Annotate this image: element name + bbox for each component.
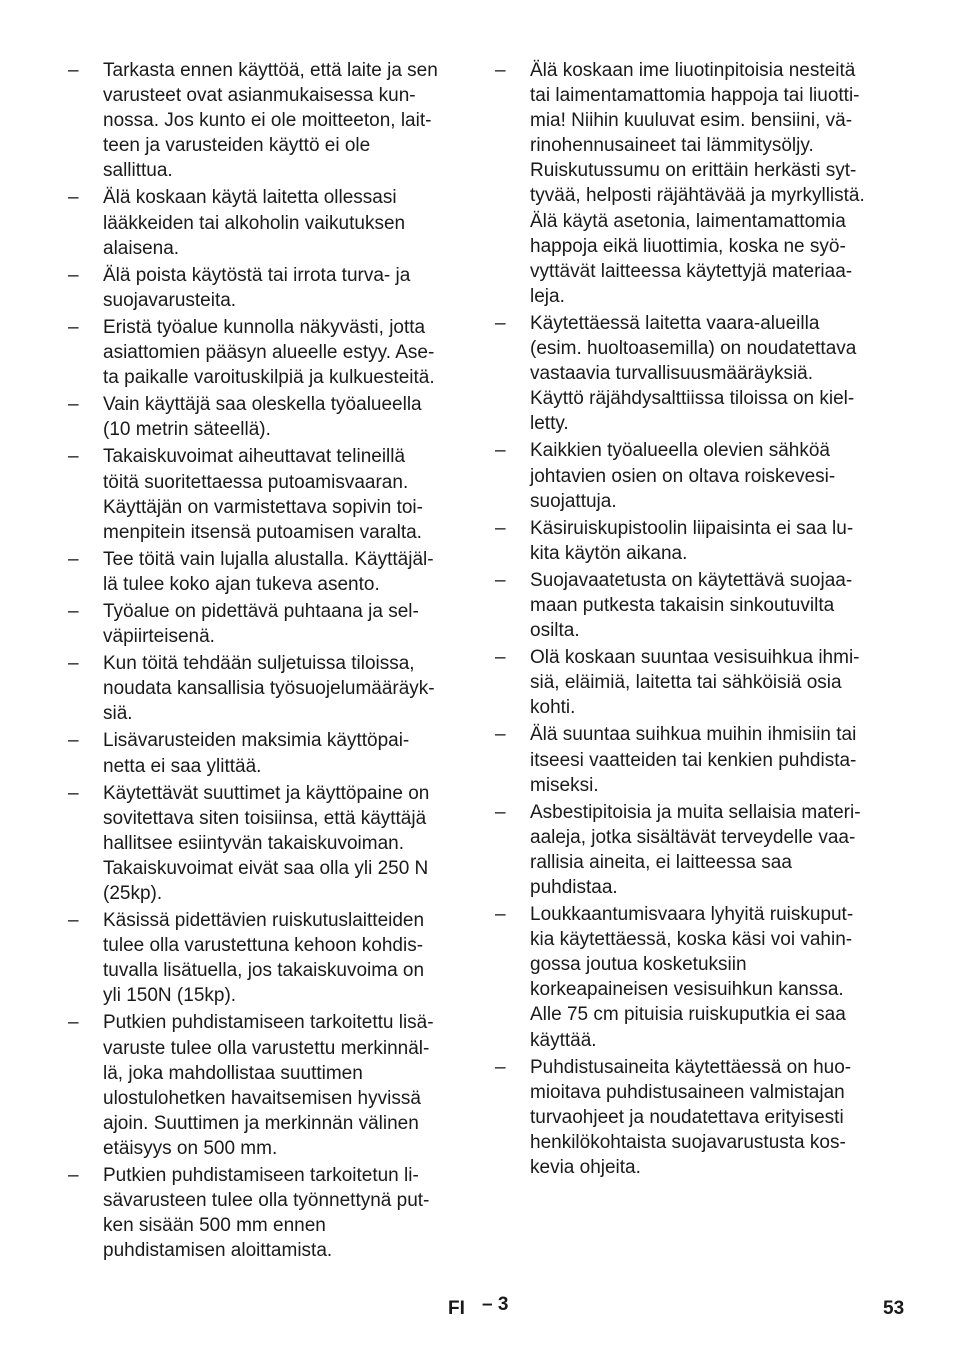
- text-line: gossa joutua kosketuksiin: [530, 954, 747, 976]
- text-line: etäisyys on 500 mm.: [103, 1137, 278, 1159]
- list-item-text: [530, 902, 895, 1053]
- text-line: Käsiruiskupistoolin liipaisinta ei saa lu-: [530, 517, 854, 539]
- list-item-text: [530, 800, 895, 900]
- text-line: siä.: [103, 703, 133, 725]
- text-line: Kun töitä tehdään suljetuissa tiloissa,: [103, 653, 415, 675]
- text-line: leja.: [530, 285, 565, 307]
- list-item: [495, 800, 895, 900]
- text-line: miseksi.: [530, 774, 599, 796]
- list-item-text: [103, 58, 468, 183]
- text-line: Putkien puhdistamiseen tarkoitettu lisä-: [103, 1012, 434, 1034]
- text-line: lä tulee koko ajan tukeva asento.: [103, 573, 380, 595]
- text-line: puhdistamisen aloittamista.: [103, 1240, 333, 1262]
- list-item: [495, 438, 895, 513]
- text-line: itseesi vaatteiden tai kenkien puhdista-: [530, 749, 857, 771]
- text-line: yli 150N (15kp).: [103, 985, 237, 1007]
- list-item: [495, 516, 895, 566]
- list-item-text: [103, 392, 468, 442]
- bullet-dash: –: [495, 724, 506, 746]
- list-item-text: [103, 1010, 468, 1161]
- text-line: rinohennusaineet tai lämmitysöljy.: [530, 135, 814, 157]
- list-item: [68, 599, 468, 649]
- list-item-text: [103, 599, 468, 649]
- list-item-text: [530, 58, 895, 309]
- bullet-dash: –: [68, 600, 79, 622]
- text-line: ajoin. Suuttimen ja merkinnän välinen: [103, 1112, 419, 1134]
- text-line: puhdistaa.: [530, 877, 618, 898]
- bullet-dash: –: [68, 264, 79, 286]
- text-line: varuste tulee olla varustettu merkinnäl-: [103, 1037, 430, 1059]
- bullet-dash: –: [68, 1165, 79, 1187]
- text-line: (esim. huoltoasemilla) on noudatettava: [530, 338, 857, 360]
- text-line: Työalue on pidettävä puhtaana ja sel-: [103, 600, 419, 622]
- text-line: korkeapaineisen vesisuihkun kanssa.: [530, 979, 844, 1001]
- text-line: väpiirteisenä.: [103, 626, 215, 648]
- list-item: [495, 722, 895, 797]
- text-line: ta paikalle varoituskilpiä ja kulkuesteitä.: [103, 367, 435, 389]
- text-line: osilta.: [530, 620, 580, 642]
- list-item: [68, 263, 468, 313]
- text-line: Vain käyttäjä saa oleskella työalueella: [103, 394, 422, 416]
- text-line: varusteet ovat asianmukaisessa kun-: [103, 85, 416, 107]
- text-line: Käyttäjän on varmistettava sopivin toi-: [103, 496, 423, 518]
- language-code: FI: [448, 1298, 465, 1319]
- text-line: käyttää.: [530, 1029, 597, 1051]
- bullet-dash: –: [68, 187, 79, 209]
- text-line: Tee töitä vain lujalla alustalla. Käyttäjäl-: [103, 548, 434, 570]
- text-line: Älä suuntaa suihkua muihin ihmisiin tai: [530, 724, 857, 746]
- list-item-text: [530, 645, 895, 720]
- list-item-text: [530, 438, 895, 513]
- list-item: [68, 781, 468, 906]
- text-line: ulostulohetken havaitsemisen hyvissä: [103, 1087, 421, 1109]
- list-item: [495, 568, 895, 643]
- text-line: siä, eläimiä, laitetta tai sähköisiä osia: [530, 672, 842, 694]
- list-item-text: [103, 908, 468, 1008]
- text-line: Älä käytä asetonia, laimentamattomia: [530, 210, 846, 232]
- text-line: Älä koskaan käytä laitetta ollessasi: [103, 187, 397, 209]
- list-item: [68, 908, 468, 1008]
- text-line: Älä poista käytöstä tai irrota turva- ja: [103, 264, 411, 286]
- list-item: [68, 444, 468, 544]
- text-line: Puhdistusaineita käytettäessä on huo-: [530, 1056, 852, 1078]
- bullet-dash: –: [68, 394, 79, 416]
- left-column: [68, 58, 468, 1265]
- text-line: ken sisään 500 mm ennen: [103, 1215, 326, 1237]
- text-line: Ruiskutussumu on erittäin herkästi syt-: [530, 160, 857, 182]
- text-line: Olä koskaan suuntaa vesisuihkua ihmi-: [530, 647, 860, 669]
- list-item-text: [103, 185, 468, 260]
- text-line: Käytettävät suuttimet ja käyttöpaine on: [103, 782, 430, 804]
- text-line: letty.: [530, 413, 569, 435]
- bullet-dash: –: [495, 647, 506, 669]
- list-item-text: [103, 1163, 468, 1263]
- list-item: [68, 547, 468, 597]
- bullet-dash: –: [495, 904, 506, 926]
- text-line: alaisena.: [103, 237, 180, 259]
- text-line: suojavarusteita.: [103, 289, 237, 311]
- bullet-dash: –: [68, 1012, 79, 1034]
- list-item-text: [103, 444, 468, 544]
- text-line: kevia ohjeita.: [530, 1157, 641, 1179]
- text-line: (10 metrin säteellä).: [103, 419, 271, 441]
- text-line: Alle 75 cm pituisia ruiskuputkia ei saa: [530, 1004, 846, 1026]
- text-line: hallitsee esiintyvän takaiskuvoiman.: [103, 832, 404, 854]
- bullet-dash: –: [68, 446, 79, 468]
- list-item: [495, 902, 895, 1053]
- list-item: [68, 1163, 468, 1263]
- text-line: Putkien puhdistamiseen tarkoitetun li-: [103, 1165, 419, 1187]
- text-line: Käyttö räjähdysalttiissa tiloissa on kiel-: [530, 388, 855, 410]
- list-item-text: [530, 516, 895, 566]
- text-line: happoja eikä liuottimia, koska ne syö-: [530, 235, 846, 257]
- text-line: kohti.: [530, 697, 576, 719]
- text-line: Lisävarusteiden maksimia käyttöpai-: [103, 730, 410, 752]
- section-page: – 3: [482, 1294, 509, 1315]
- text-line: tuvalla lisätuella, jos takaiskuvoima on: [103, 960, 425, 982]
- bullet-dash: –: [68, 653, 79, 675]
- list-item-text: [103, 651, 468, 726]
- text-line: kia käytettäessä, koska käsi voi vahin-: [530, 929, 853, 951]
- list-item: [495, 645, 895, 720]
- list-item: [495, 311, 895, 436]
- text-line: sävarusteen tulee olla työnnettynä put-: [103, 1190, 430, 1212]
- text-line: vastaavia turvallisuusmääräyksiä.: [530, 363, 814, 385]
- list-item: [68, 315, 468, 390]
- text-line: Älä koskaan ime liuotinpitoisia nesteitä: [530, 60, 856, 81]
- text-line: Loukkaantumisvaara lyhyitä ruiskuput-: [530, 904, 854, 926]
- text-line: mia! Niihin kuuluvat esim. bensiini, vä-: [530, 110, 853, 132]
- text-line: (25kp).: [103, 883, 163, 904]
- list-item-text: [530, 722, 895, 797]
- text-line: Käsissä pidettävien ruiskutuslaitteiden: [103, 910, 425, 932]
- text-line: Takaiskuvoimat eivät saa olla yli 250 N: [103, 857, 429, 879]
- text-line: Eristä työalue kunnolla näkyvästi, jotta: [103, 316, 426, 338]
- list-item: [68, 392, 468, 442]
- bullet-dash: –: [495, 440, 506, 462]
- text-line: Kaikkien työalueella olevien sähköä: [530, 440, 830, 462]
- text-line: tai laimentamattomia happoja tai liuotti-: [530, 85, 860, 107]
- text-line: sovitettava siten toisiinsa, että käyttäjä: [103, 807, 427, 829]
- text-line: Takaiskuvoimat aiheuttavat telineillä: [103, 446, 406, 468]
- list-item-text: [103, 263, 468, 313]
- text-line: suojattuja.: [530, 490, 617, 512]
- text-line: Suojavaatetusta on käytettävä suojaa-: [530, 569, 853, 591]
- list-item-text: [530, 568, 895, 643]
- text-line: menpitein itsensä putoamisen varalta.: [103, 521, 422, 543]
- page-number: 53: [883, 1298, 905, 1319]
- list-item-text: [530, 311, 895, 436]
- list-item-text: [103, 315, 468, 390]
- list-item-text: [530, 1055, 895, 1180]
- list-item-text: [103, 728, 468, 778]
- text-line: nossa. Jos kunto ei ole moitteeton, lait-: [103, 110, 432, 132]
- text-line: asiattomien pääsyn alueelle estyy. Ase-: [103, 342, 435, 364]
- bullet-dash: –: [495, 60, 506, 81]
- bullet-dash: –: [495, 517, 506, 539]
- bullet-dash: –: [495, 312, 506, 334]
- bullet-dash: –: [495, 569, 506, 591]
- text-line: vyttävät laitteessa käytettyjä materiaa-: [530, 260, 853, 282]
- list-item: [495, 58, 895, 309]
- text-line: tulee olla varustettuna kehoon kohdis-: [103, 935, 424, 957]
- list-item: [495, 1055, 895, 1180]
- list-item-text: [103, 781, 468, 906]
- text-line: johtavien osien on oltava roiskevesi-: [530, 465, 836, 487]
- text-line: sallittua.: [103, 160, 173, 182]
- text-line: noudata kansallisia työsuojelumääräyk-: [103, 678, 435, 700]
- list-item-text: [103, 547, 468, 597]
- bullet-dash: –: [68, 316, 79, 338]
- text-line: töitä suoritettaessa putoamisvaaran.: [103, 471, 409, 493]
- bullet-dash: –: [495, 1056, 506, 1078]
- list-item: [68, 651, 468, 726]
- text-line: lääkkeiden tai alkoholin vaikutuksen: [103, 212, 406, 234]
- list-item: [68, 1010, 468, 1161]
- bullet-dash: –: [68, 730, 79, 752]
- right-column: [495, 58, 895, 1182]
- text-line: teen ja varusteiden käyttö ei ole: [103, 135, 371, 157]
- list-item: [68, 728, 468, 778]
- bullet-dash: –: [68, 910, 79, 932]
- text-line: netta ei saa ylittää.: [103, 755, 262, 777]
- text-line: mioitava puhdistusaineen valmistajan: [530, 1081, 845, 1103]
- text-line: Asbestipitoisia ja muita sellaisia materi-: [530, 801, 861, 823]
- list-item: [68, 58, 468, 183]
- text-line: maan putkesta takaisin sinkoutuvilta: [530, 594, 835, 616]
- text-line: tyvää, helposti räjähtävää ja myrkyllistä.: [530, 185, 865, 207]
- text-line: kita käytön aikana.: [530, 542, 688, 564]
- page-footer: [0, 1294, 954, 1324]
- text-line: turvaohjeet ja noudatettava erityisesti: [530, 1106, 844, 1128]
- text-line: Tarkasta ennen käyttöä, että laite ja sen: [103, 60, 438, 81]
- text-line: Käytettäessä laitetta vaara-alueilla: [530, 312, 820, 334]
- bullet-dash: –: [68, 60, 79, 81]
- text-line: henkilökohtaista suojavarustusta kos-: [530, 1131, 846, 1153]
- bullet-dash: –: [68, 782, 79, 804]
- text-line: lä, joka mahdollistaa suuttimen: [103, 1062, 363, 1084]
- text-line: rallisia aineita, ei laitteessa saa: [530, 851, 792, 873]
- bullet-dash: –: [495, 801, 506, 823]
- text-line: aaleja, jotka sisältävät terveydelle vaa-: [530, 826, 856, 848]
- list-item: [68, 185, 468, 260]
- bullet-dash: –: [68, 548, 79, 570]
